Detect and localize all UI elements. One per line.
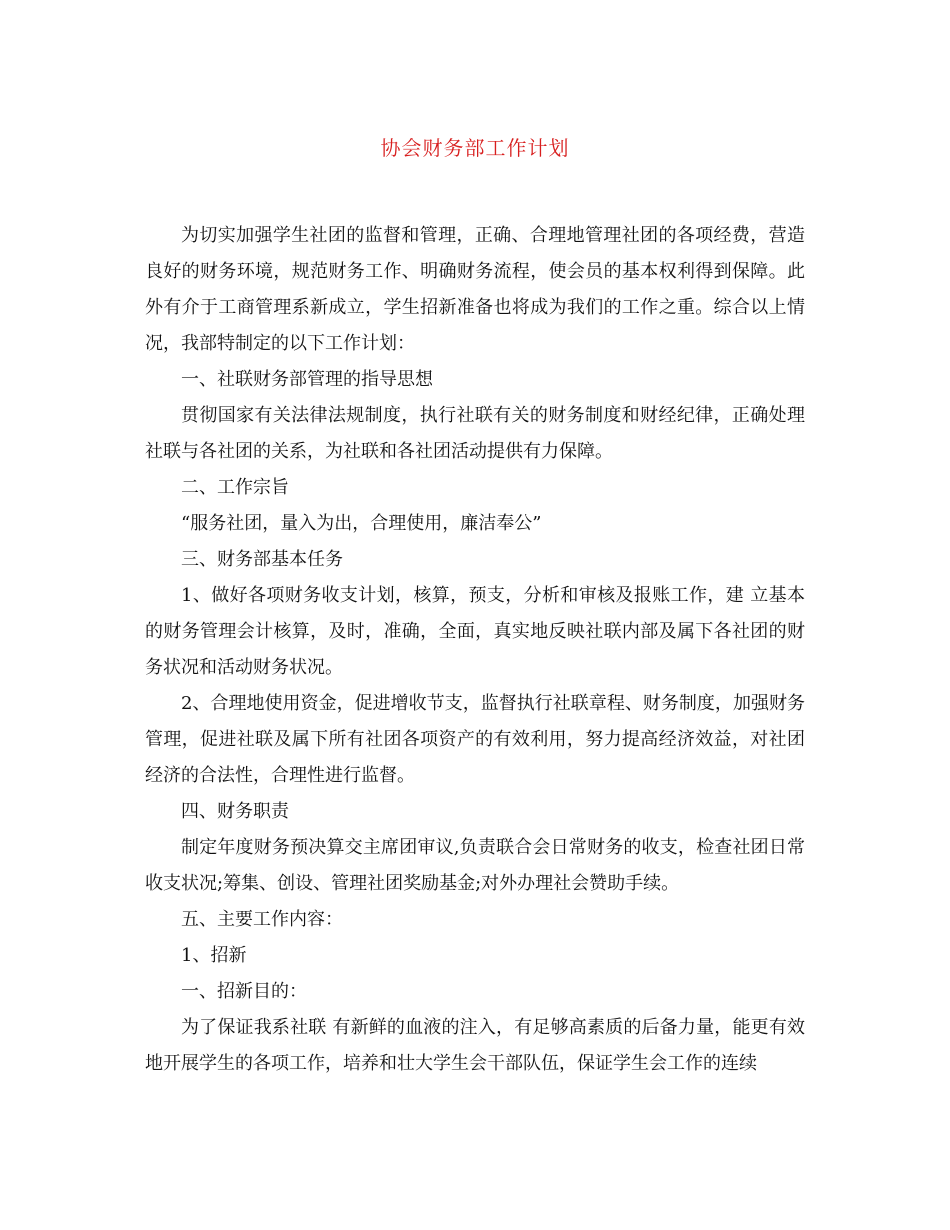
paragraph: “服务社团，量入为出，合理使用，廉洁奉公”: [181, 513, 542, 534]
paragraph: 制定年度财务预决算交主席团审议,负责联合会日常财务的收支，检查社团日常收支状况;筹集、创设、管理社团奖励基金;对外办理社会赞助手续。: [145, 837, 805, 894]
section-heading: 五、主要工作内容：: [181, 909, 343, 930]
paragraph: 2、合理地使用资金，促进增收节支，监督执行社联章程、财务制度，加强财务管理，促进社联及属下所有社团各项资产的有效利用，努力提高经济效益，对社团经济的合法性，合理性进行监督。: [145, 693, 805, 786]
paragraph: 为切实加强学生社团的监督和管理，正确、合理地管理社团的各项经费，营造良好的财务环境，规范财务工作、明确财务流程，使会员的基本权利得到保障。此外有介于工商管理系新成立，学生招新准备也将成为我们的工作之重。综合以上情况，我部特制定的以下工作计划：: [145, 225, 805, 354]
section-heading: 二、工作宗旨: [181, 477, 289, 498]
sub-heading: 一、招新目的：: [181, 981, 307, 1002]
paragraph: 为了保证我系社联 有新鲜的血液的注入，有足够高素质的后备力量，能更有效地开展学生的各项工作，培养和壮大学生会干部队伍，保证学生会工作的连续: [145, 1017, 805, 1074]
section-heading: 一、社联财务部管理的指导思想: [181, 369, 433, 390]
document-title: 协会财务部工作计划: [380, 136, 570, 160]
document-body: [145, 218, 805, 1082]
paragraph: 贯彻国家有关法律法规制度，执行社联有关的财务制度和财经纪律，正确处理社联与各社团的关系，为社联和各社团活动提供有力保障。: [145, 405, 805, 462]
paragraph: 1、做好各项财务收支计划，核算，预支，分析和审核及报账工作，建 立基本的财务管理会计核算，及时，准确，全面，真实地反映社联内部及属下各社团的财务状况和活动财务状况。: [145, 585, 805, 678]
sub-heading: 1、招新: [181, 945, 247, 966]
section-heading: 三、财务部基本任务: [181, 549, 343, 570]
section-heading: 四、财务职责: [181, 801, 289, 822]
